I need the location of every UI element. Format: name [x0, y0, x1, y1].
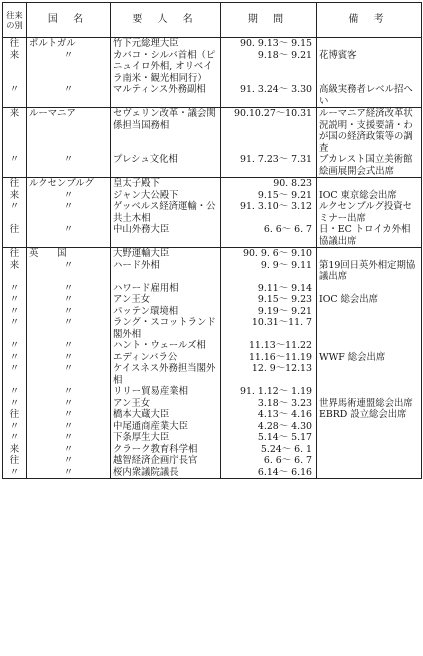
direction-cell: 〃 — [3, 432, 27, 444]
period-cell: 10.31～11. 7 — [221, 317, 317, 340]
name-cell: ケイスネス外務担当閣外相 — [111, 363, 221, 386]
period-cell: 91. 1.12～ 1.19 — [221, 386, 317, 398]
remarks-cell: ルーマニア経済改革状況説明・支援要請・わが国の経済政策等の調査 — [317, 108, 422, 155]
table-row — [3, 409, 422, 421]
name-cell: カバコ・シルバ首相（ピニュイロ外相, オリベイラ南米・観光相同行） — [111, 50, 221, 85]
country-cell: ポルトガル — [27, 38, 111, 50]
remarks-cell — [317, 248, 422, 260]
name-cell: 橋本大蔵大臣 — [111, 409, 221, 421]
table-row — [3, 190, 422, 202]
name-cell: クラーク教育科学相 — [111, 444, 221, 456]
name-cell: リリー貿易産業相 — [111, 386, 221, 398]
period-cell: 11.16～11.19 — [221, 352, 317, 364]
name-cell: アン王女 — [111, 398, 221, 410]
period-cell: 91. 3.10～ 3.12 — [221, 201, 317, 224]
country-cell: 〃 — [27, 363, 111, 386]
remarks-cell: 花博賓客 — [317, 50, 422, 85]
table-row — [3, 260, 422, 283]
name-cell: ハワード雇用相 — [111, 283, 221, 295]
name-cell: ハント・ウェールズ相 — [111, 340, 221, 352]
direction-cell: 〃 — [3, 398, 27, 410]
direction-cell: 〃 — [3, 84, 27, 108]
name-cell: パッテン環境相 — [111, 306, 221, 318]
table-row — [3, 201, 422, 224]
name-cell: 皇太子殿下 — [111, 178, 221, 190]
remarks-cell — [317, 467, 422, 479]
visits-table — [2, 2, 422, 479]
table-row — [3, 455, 422, 467]
remarks-cell: 高級実務者レベル招へい — [317, 84, 422, 108]
table-row — [3, 283, 422, 295]
remarks-cell: 第19回日英外相定期協議出席 — [317, 260, 422, 283]
period-cell: 90. 9. 6～ 9.10 — [221, 248, 317, 260]
name-cell: エディンバラ公 — [111, 352, 221, 364]
direction-cell: 〃 — [3, 352, 27, 364]
table-row — [3, 294, 422, 306]
country-cell: 〃 — [27, 467, 111, 479]
name-cell: ハード外相 — [111, 260, 221, 283]
name-cell: ラング・スコットランド閣外相 — [111, 317, 221, 340]
name-cell: 大野運輸大臣 — [111, 248, 221, 260]
remarks-cell — [317, 283, 422, 295]
table-body — [3, 38, 422, 479]
table-row — [3, 363, 422, 386]
direction-cell: 〃 — [3, 283, 27, 295]
direction-cell: 〃 — [3, 317, 27, 340]
country-cell: 〃 — [27, 398, 111, 410]
period-cell: 91. 3.24～ 3.30 — [221, 84, 317, 108]
period-cell: 6. 6～ 6. 7 — [221, 224, 317, 248]
country-cell: 〃 — [27, 409, 111, 421]
period-header: 期 間 — [221, 3, 317, 38]
remarks-cell — [317, 38, 422, 50]
direction-cell: 〃 — [3, 467, 27, 479]
name-cell: 中尾通商産業大臣 — [111, 421, 221, 433]
remarks-cell: WWF 総会出席 — [317, 352, 422, 364]
period-cell: 9.19～ 9.21 — [221, 306, 317, 318]
name-cell: プレシュ文化相 — [111, 154, 221, 178]
remarks-cell: ルクセンブルグ投資セミナー出席 — [317, 201, 422, 224]
remarks-cell — [317, 340, 422, 352]
period-cell: 6.14～ 6.16 — [221, 467, 317, 479]
direction-cell: 〃 — [3, 154, 27, 178]
period-cell: 9. 9～ 9.11 — [221, 260, 317, 283]
country-cell: 〃 — [27, 50, 111, 85]
remarks-cell — [317, 317, 422, 340]
remarks-cell — [317, 306, 422, 318]
direction-cell: 往 — [3, 38, 27, 50]
country-cell: 〃 — [27, 224, 111, 248]
direction-header: 往来の別 — [3, 3, 27, 38]
period-cell: 90. 9.13～ 9.15 — [221, 38, 317, 50]
table-row — [3, 224, 422, 248]
table-row — [3, 444, 422, 456]
name-cell: 下条厚生大臣 — [111, 432, 221, 444]
remarks-cell — [317, 432, 422, 444]
period-cell: 90.10.27～10.31 — [221, 108, 317, 155]
period-cell: 90. 8.23 — [221, 178, 317, 190]
direction-cell: 来 — [3, 260, 27, 283]
country-cell: 〃 — [27, 294, 111, 306]
country-cell: 〃 — [27, 283, 111, 295]
table-row — [3, 432, 422, 444]
name-cell: ゲッベルス経済運輸・公共土木相 — [111, 201, 221, 224]
country-cell: 〃 — [27, 317, 111, 340]
table-row — [3, 398, 422, 410]
table-row — [3, 306, 422, 318]
direction-cell: 往 — [3, 455, 27, 467]
country-cell: 〃 — [27, 455, 111, 467]
direction-cell: 〃 — [3, 340, 27, 352]
direction-cell: 〃 — [3, 363, 27, 386]
country-cell: 〃 — [27, 306, 111, 318]
period-cell: 9.15～ 9.23 — [221, 294, 317, 306]
direction-cell: 〃 — [3, 294, 27, 306]
remarks-cell — [317, 444, 422, 456]
period-cell: 5.14～ 5.17 — [221, 432, 317, 444]
period-cell: 9.15～ 9.21 — [221, 190, 317, 202]
table-row — [3, 154, 422, 178]
remarks-cell — [317, 421, 422, 433]
direction-cell: 往 — [3, 248, 27, 260]
remarks-cell — [317, 455, 422, 467]
remarks-cell: 日・EC トロイカ外相協議出席 — [317, 224, 422, 248]
remarks-cell: ブカレスト国立美術館絵画展開会式出席 — [317, 154, 422, 178]
period-cell: 6. 6～ 6. 7 — [221, 455, 317, 467]
direction-cell: 来 — [3, 444, 27, 456]
name-cell: マルティンス外務副相 — [111, 84, 221, 108]
country-cell: 〃 — [27, 154, 111, 178]
direction-cell: 往 — [3, 224, 27, 248]
table-row — [3, 178, 422, 190]
table-row — [3, 38, 422, 50]
name-cell: 竹下元総理大臣 — [111, 38, 221, 50]
country-cell: 〃 — [27, 190, 111, 202]
direction-cell: 〃 — [3, 306, 27, 318]
direction-cell: 〃 — [3, 421, 27, 433]
country-cell: 〃 — [27, 340, 111, 352]
table-row — [3, 317, 422, 340]
table-row — [3, 50, 422, 85]
country-cell: 〃 — [27, 432, 111, 444]
table-row — [3, 248, 422, 260]
direction-cell: 往 — [3, 409, 27, 421]
remarks-cell: EBRD 設立総会出席 — [317, 409, 422, 421]
country-cell: 〃 — [27, 421, 111, 433]
table-row — [3, 467, 422, 479]
remarks-cell: 世界馬術連盟総会出席 — [317, 398, 422, 410]
header-row — [3, 3, 422, 38]
direction-cell: 来 — [3, 108, 27, 155]
direction-cell: 〃 — [3, 386, 27, 398]
remarks-cell — [317, 363, 422, 386]
remarks-cell — [317, 178, 422, 190]
country-cell: 〃 — [27, 260, 111, 283]
direction-cell: 来 — [3, 190, 27, 202]
country-cell: 〃 — [27, 84, 111, 108]
name-cell: 中山外務大臣 — [111, 224, 221, 248]
direction-cell: 来 — [3, 50, 27, 85]
table-row — [3, 421, 422, 433]
country-cell: ルーマニア — [27, 108, 111, 155]
period-cell: 91. 7.23～ 7.31 — [221, 154, 317, 178]
table-row — [3, 352, 422, 364]
remarks-cell — [317, 386, 422, 398]
period-cell: 5.24～ 6. 1 — [221, 444, 317, 456]
name-cell: アン王女 — [111, 294, 221, 306]
name-cell: セヴェリン改革・議会関係担当国務相 — [111, 108, 221, 155]
period-cell: 9.11～ 9.14 — [221, 283, 317, 295]
country-cell: 〃 — [27, 352, 111, 364]
table-row — [3, 84, 422, 108]
table-row — [3, 340, 422, 352]
country-cell: 〃 — [27, 386, 111, 398]
period-cell: 4.13～ 4.16 — [221, 409, 317, 421]
name-cell: 越智経済企画庁長官 — [111, 455, 221, 467]
remarks-cell: IOC 総会出席 — [317, 294, 422, 306]
period-cell: 11.13～11.22 — [221, 340, 317, 352]
country-header: 国 名 — [27, 3, 111, 38]
period-cell: 4.28～ 4.30 — [221, 421, 317, 433]
country-cell: 〃 — [27, 201, 111, 224]
name-header: 要 人 名 — [111, 3, 221, 38]
period-cell: 12. 9～12.13 — [221, 363, 317, 386]
table-row — [3, 108, 422, 155]
country-cell: ルクセンブルグ — [27, 178, 111, 190]
country-cell: 英 国 — [27, 248, 111, 260]
remarks-header: 備 考 — [317, 3, 422, 38]
direction-cell: 〃 — [3, 201, 27, 224]
period-cell: 3.18～ 3.23 — [221, 398, 317, 410]
direction-cell: 往 — [3, 178, 27, 190]
period-cell: 9.18～ 9.21 — [221, 50, 317, 85]
table-row — [3, 386, 422, 398]
name-cell: 桜内衆議院議長 — [111, 467, 221, 479]
country-cell: 〃 — [27, 444, 111, 456]
name-cell: ジャン大公殿下 — [111, 190, 221, 202]
remarks-cell: IOC 東京総会出席 — [317, 190, 422, 202]
